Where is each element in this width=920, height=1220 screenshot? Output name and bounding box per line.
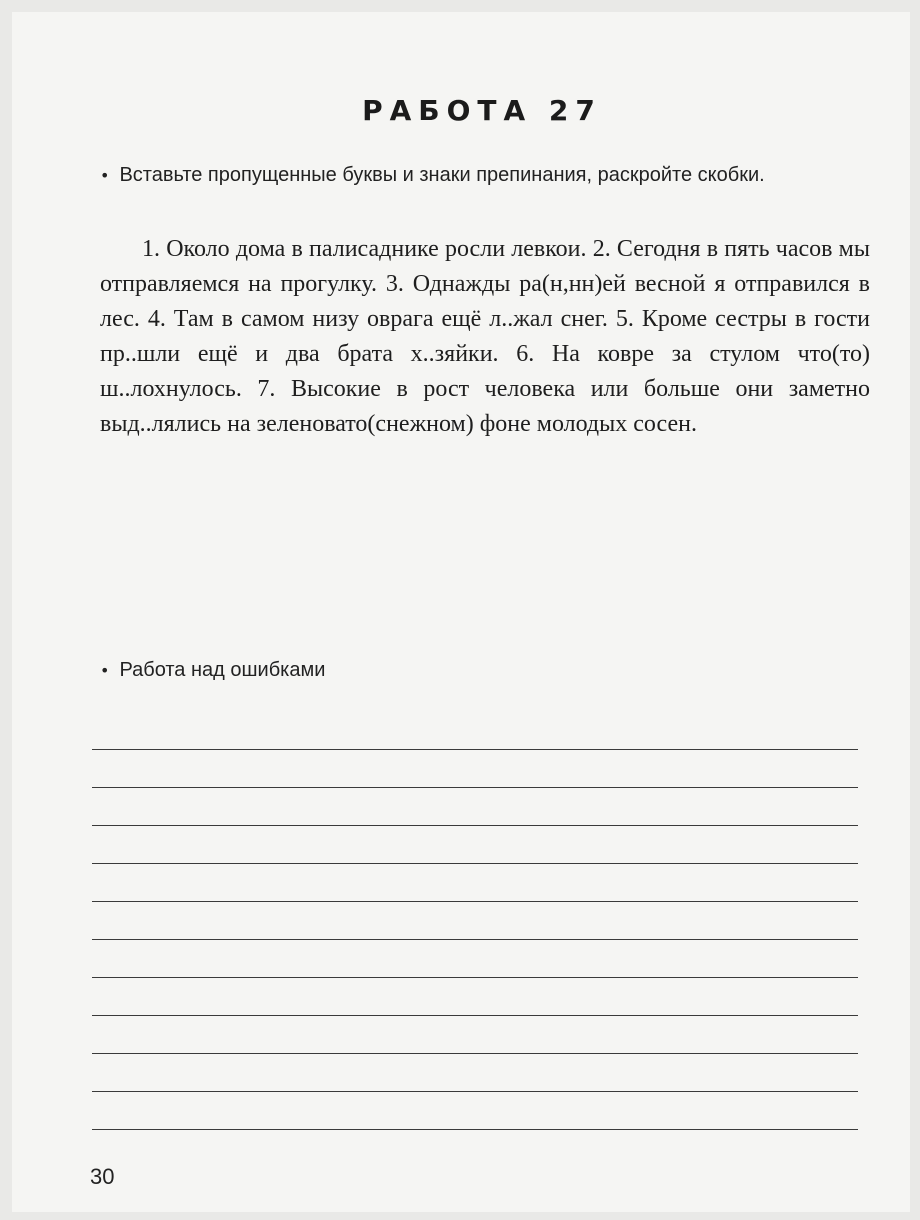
bullet-icon: • xyxy=(100,166,110,185)
writing-line xyxy=(92,1092,858,1130)
writing-area xyxy=(92,712,858,1130)
instruction-text: Вставьте пропущенные буквы и знаки препинания, раскройте скобки. xyxy=(119,164,765,186)
writing-line xyxy=(92,712,858,750)
writing-line xyxy=(92,864,858,902)
bullet-icon: • xyxy=(100,661,110,680)
writing-line xyxy=(92,1016,858,1054)
task-instruction xyxy=(100,160,870,191)
writing-line xyxy=(92,978,858,1016)
page-number: 30 xyxy=(90,1164,115,1189)
error-work-label: Работа над ошибками xyxy=(119,659,326,681)
writing-line xyxy=(92,940,858,978)
error-work-heading xyxy=(100,659,325,682)
workbook-page xyxy=(12,12,910,1212)
exercise-text: 1. Около дома в палисаднике росли левкои. 2. Сегодня в пять часов мы отправляемся на прогулку. 3. Однажды ра(н,нн)ей весной я отправился в лес. 4. Там в самом низу оврага ещё л..жал снег. 5. Кроме сестры в гости пр..шли ещё и два брата х..зяйки. 6. На ковре за стулом что(то) ш..лохнулось. 7. Высокие в рост человека или больше они заметно выд..лялись на зеленовато(снежном) фоне молодых сосен. xyxy=(100,236,870,437)
writing-line xyxy=(92,1054,858,1092)
writing-line xyxy=(92,826,858,864)
writing-line xyxy=(92,788,858,826)
writing-line xyxy=(92,902,858,940)
page-title: РАБОТА 27 xyxy=(362,94,602,127)
writing-line xyxy=(92,750,858,788)
